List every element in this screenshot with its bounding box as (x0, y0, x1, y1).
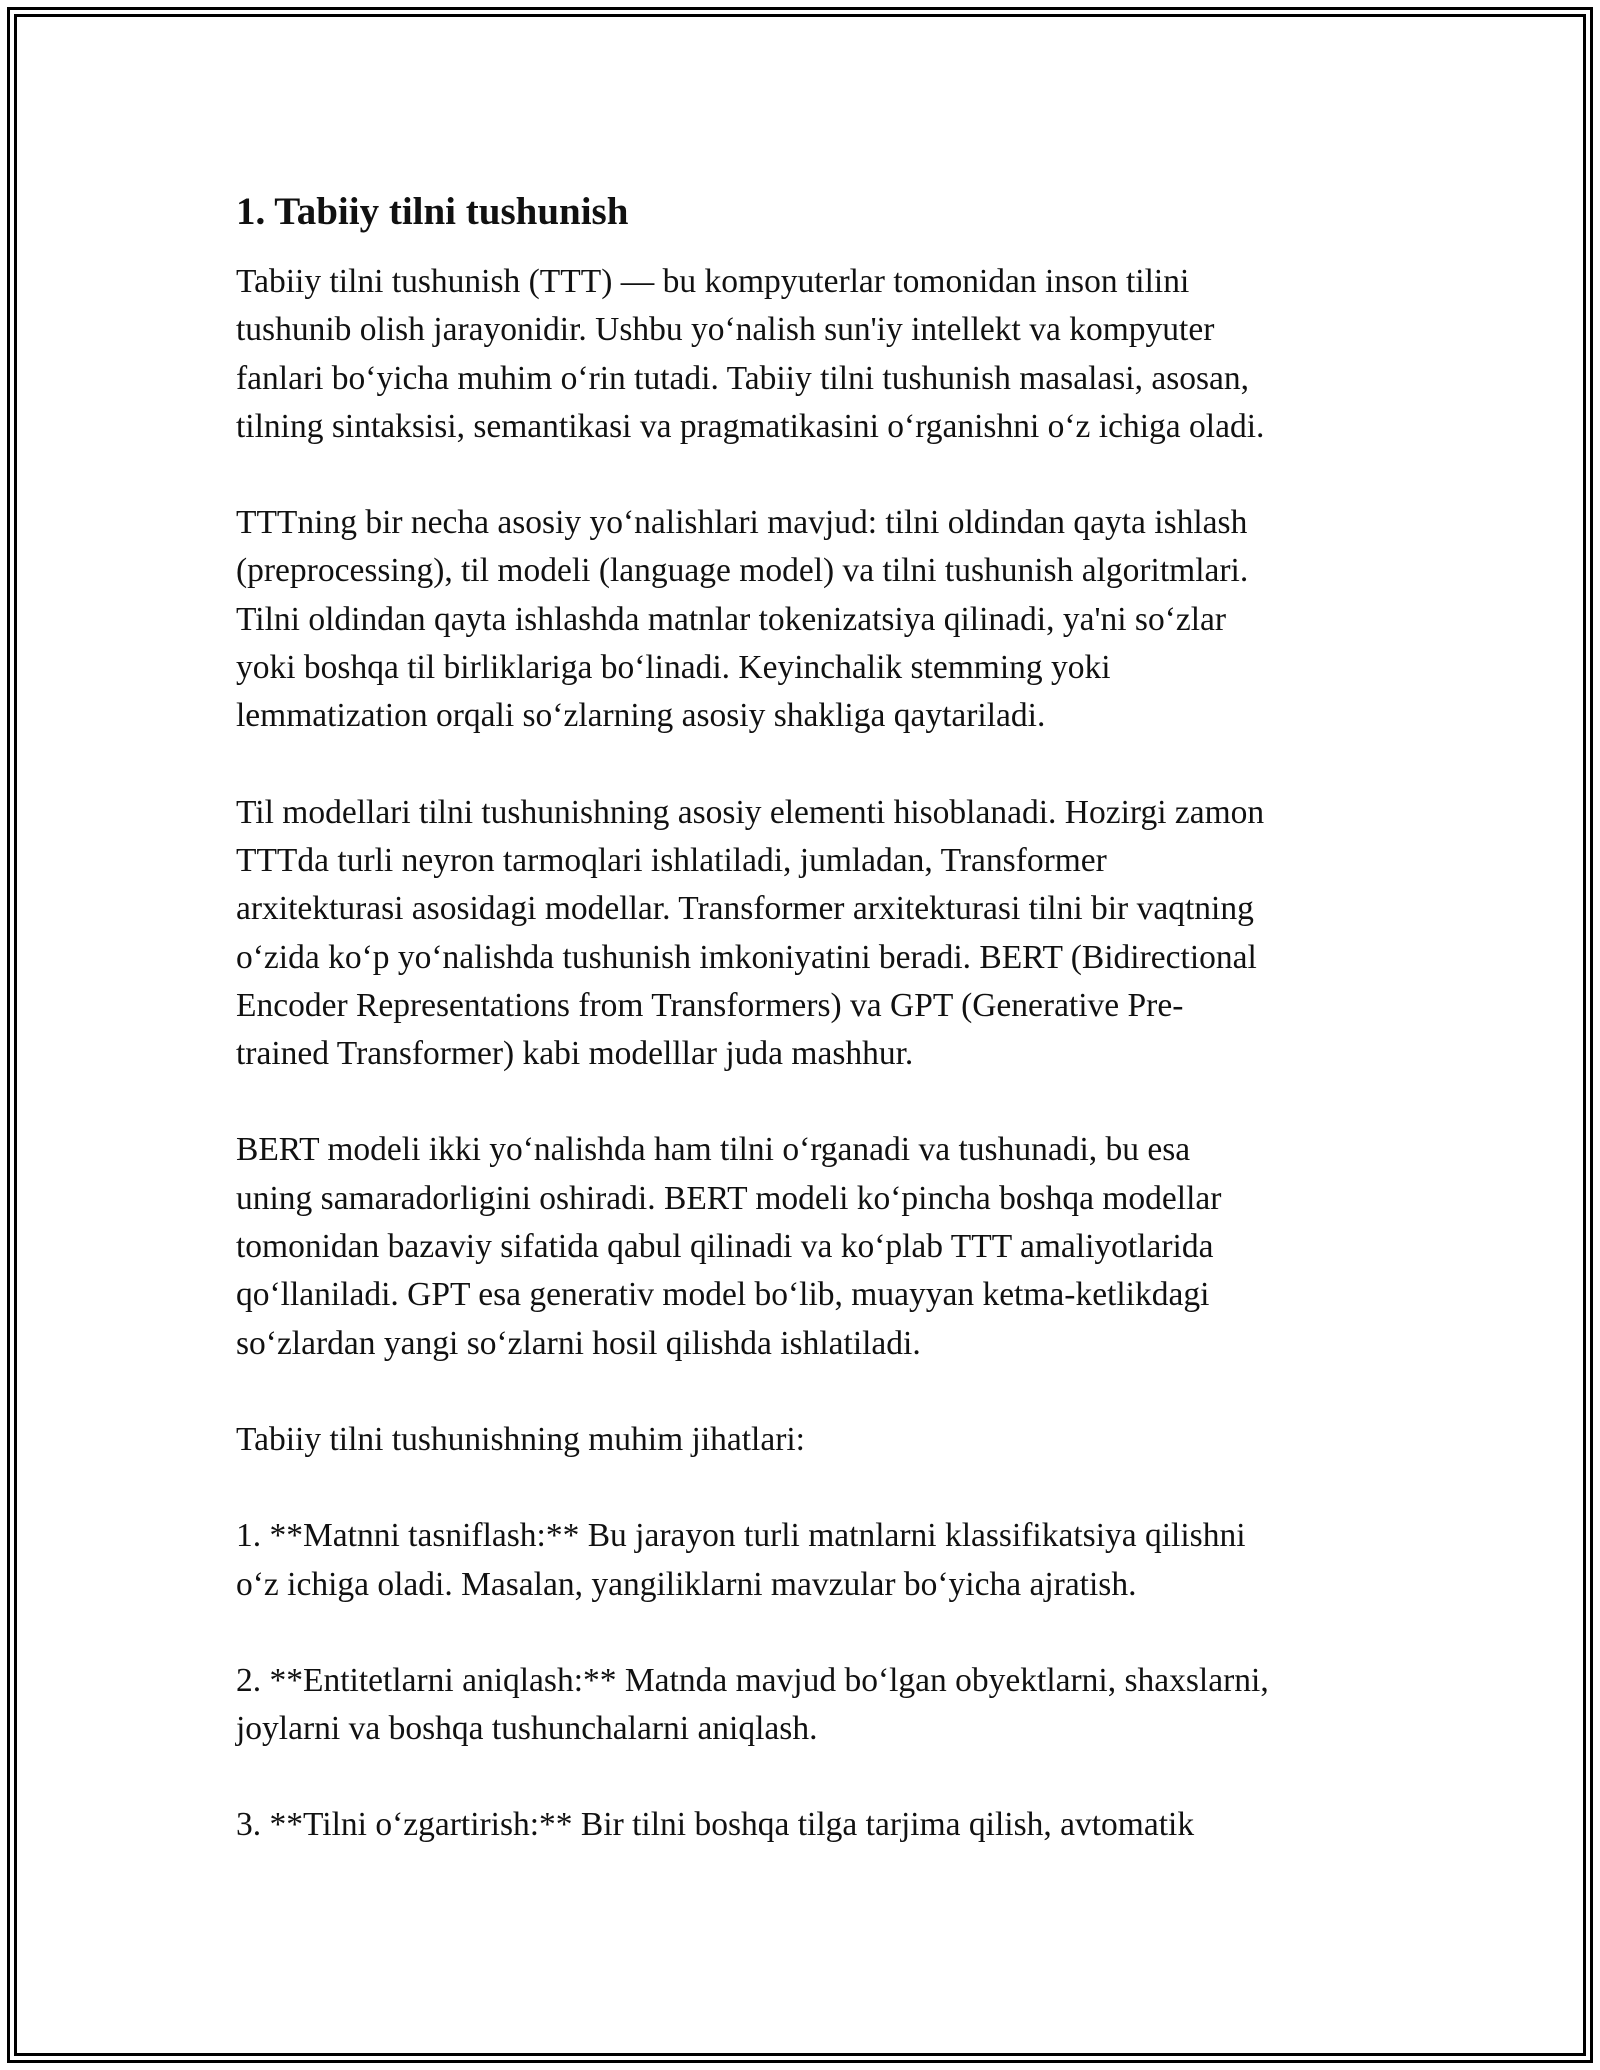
text-line: Tabiiy tilni tushunishning muhim jihatlari: (236, 1420, 805, 1458)
text-line: Encoder Representations from Transformers) va GPT (Generative Pre- (236, 986, 1184, 1024)
text-line: oʻzida koʻp yoʻnalishda tushunish imkoniyatini beradi. BERT (Bidirectional (236, 938, 1257, 976)
text-line: oʻz ichiga oladi. Masalan, yangiliklarni mavzular boʻyicha ajratish. (236, 1565, 1137, 1603)
text-line: fanlari boʻyicha muhim oʻrin tutadi. Tabiiy tilni tushunish masalasi, asosan, (236, 359, 1250, 397)
text-line: qoʻllaniladi. GPT esa generativ model boʻlib, muayyan ketma-ketlikdagi (236, 1276, 1210, 1314)
list-item-3 (236, 1801, 1386, 1849)
text-line: Tabiiy tilni tushunish (TTT) — bu kompyuterlar tomonidan inson tilini (236, 263, 1190, 300)
text-line: tushunib olish jarayonidir. Ushbu yoʻnalish sun'iy intellekt va kompyuter (236, 311, 1215, 349)
paragraph-language-models (236, 789, 1386, 1079)
paragraph-intro (236, 258, 1386, 451)
text-line: TTTda turli neyron tarmoqlari ishlatiladi, jumladan, Transformer (236, 841, 1107, 879)
text-line: BERT modeli ikki yoʻnalishda ham tilni oʻrganadi va tushunadi, bu esa (236, 1131, 1191, 1169)
paragraph-directions (236, 499, 1386, 740)
text-line: Tilni oldindan qayta ishlashda matnlar tokenizatsiya qilinadi, ya'ni soʻzlar (236, 600, 1227, 638)
text-line: TTTning bir necha asosiy yoʻnalishlari mavjud: tilni oldindan qayta ishlash (236, 504, 1248, 542)
text-line: 1. **Matnni tasniflash:** Bu jarayon turli matnlarni klassifikatsiya qilishni (236, 1517, 1246, 1555)
section-heading: 1. Tabiiy tilni tushunish (236, 190, 629, 233)
text-line: Til modellari tilni tushunishning asosiy elementi hisoblanadi. Hozirgi zamon (236, 793, 1265, 831)
text-line: (preprocessing), til modeli (language model) va tilni tushunish algoritmlari. (236, 552, 1249, 590)
text-line: tomonidan bazaviy sifatida qabul qilinadi va koʻplab TTT amaliyotlarida (236, 1228, 1214, 1266)
list-item-2 (236, 1657, 1386, 1754)
text-line: uning samaradorligini oshiradi. BERT modeli koʻpincha boshqa modellar (236, 1179, 1222, 1217)
text-line: yoki boshqa til birliklariga boʻlinadi. Keyinchalik stemming yoki (236, 649, 1111, 687)
text-line: lemmatization orqali soʻzlarning asosiy shakliga qaytariladi. (236, 697, 1046, 735)
text-line: joylarni va boshqa tushunchalarni aniqlash. (236, 1710, 818, 1748)
list-item-1 (236, 1512, 1386, 1609)
paragraph-bert-gpt (236, 1126, 1386, 1367)
paragraph-aspects-intro (236, 1416, 1386, 1464)
text-line: 2. **Entitetlarni aniqlash:** Matnda mavjud boʻlgan obyektlarni, shaxslarni, (236, 1661, 1269, 1699)
text-line: soʻzlardan yangi soʻzlarni hosil qilishda ishlatiladi. (236, 1324, 921, 1362)
text-line: trained Transformer) kabi modelllar juda mashhur. (236, 1035, 914, 1073)
text-line: arxitekturasi asosidagi modellar. Transformer arxitekturasi tilni bir vaqtning (236, 890, 1254, 928)
text-line: 3. **Tilni oʻzgartirish:** Bir tilni boshqa tilga tarjima qilish, avtomatik (236, 1806, 1195, 1844)
document-body (236, 186, 1386, 1898)
text-line: tilning sintaksisi, semantikasi va pragmatikasini oʻrganishni oʻz ichiga oladi. (236, 407, 1265, 445)
